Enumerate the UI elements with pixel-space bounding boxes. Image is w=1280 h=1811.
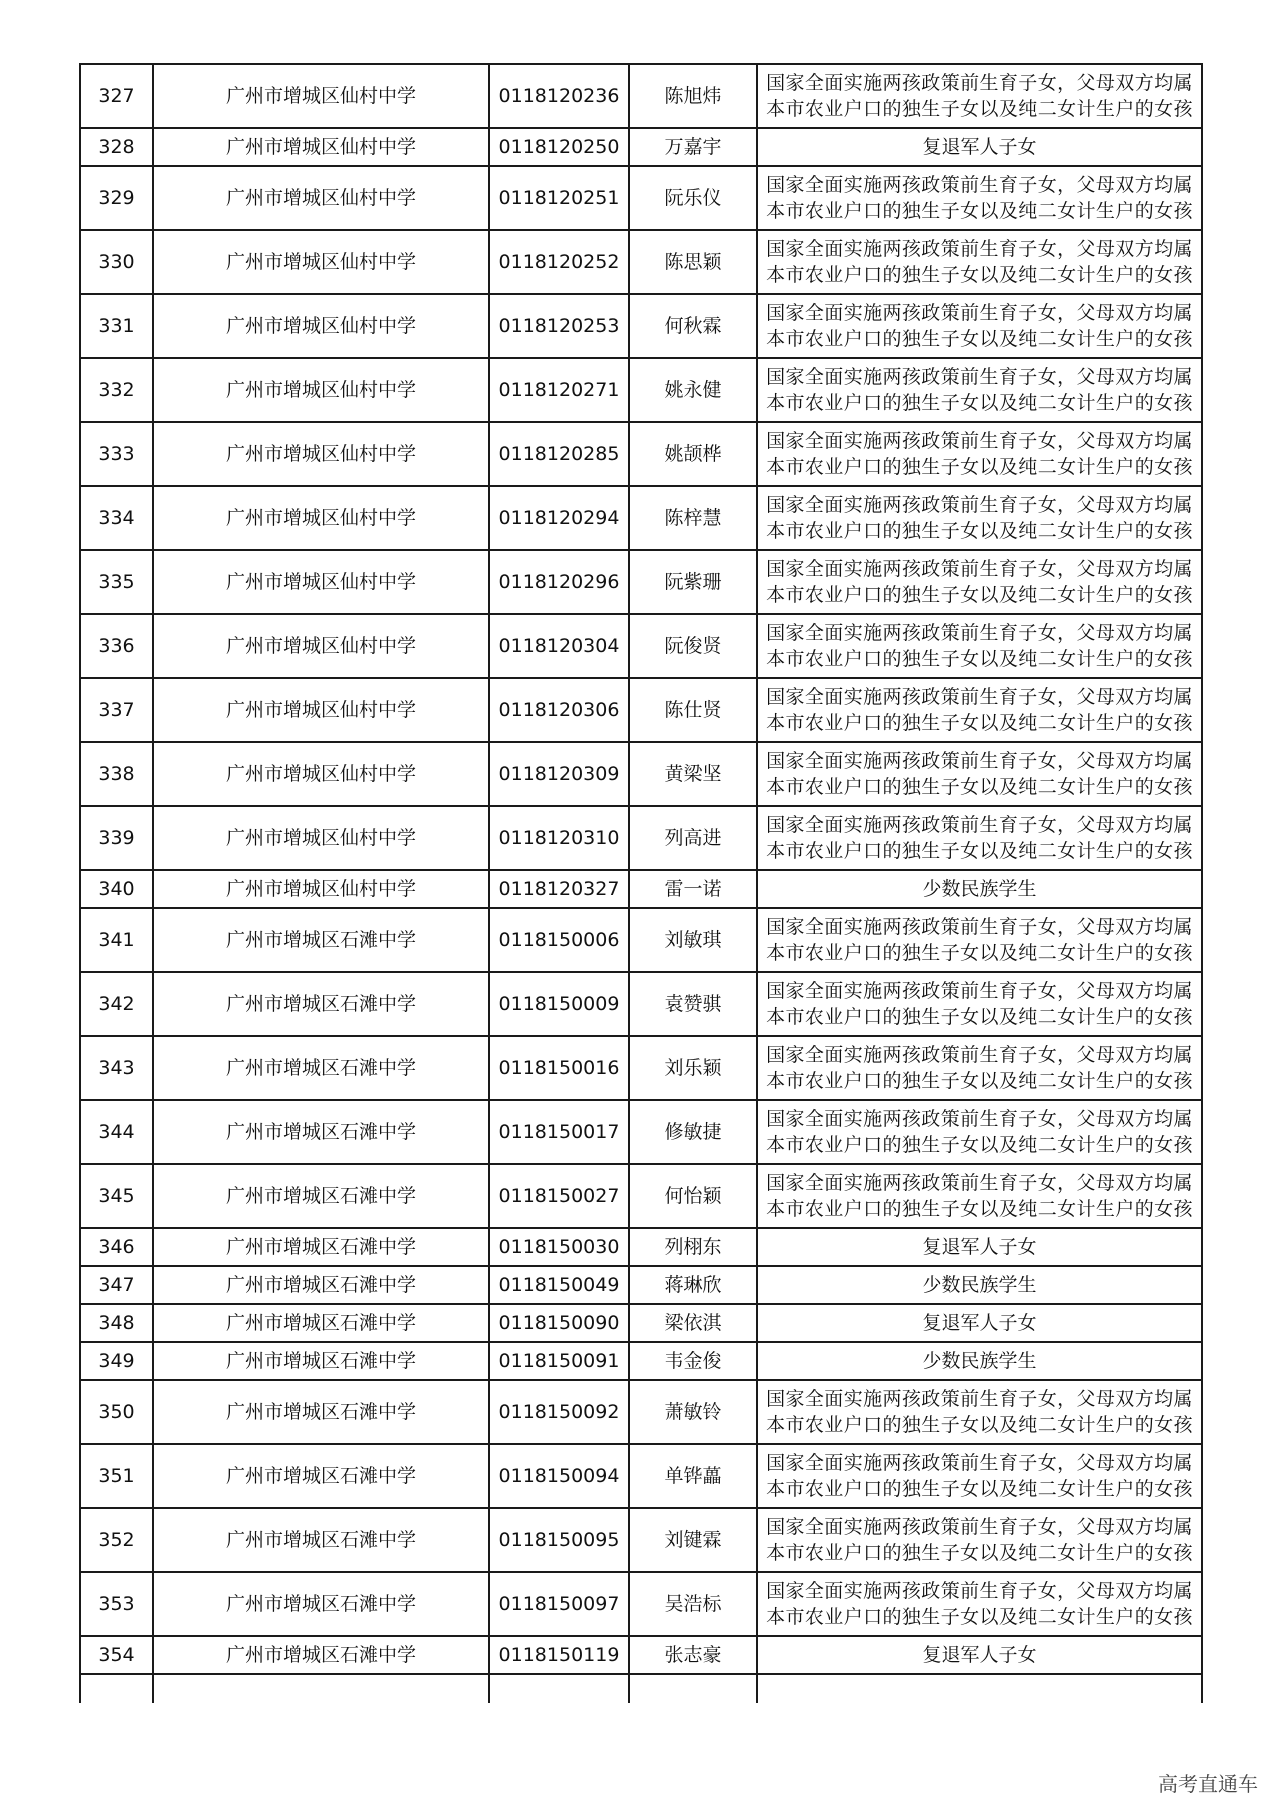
row-number-cell: 353 — [80, 1572, 153, 1636]
student-name-cell: 姚永健 — [629, 358, 757, 422]
row-number-cell: 342 — [80, 972, 153, 1036]
school-name-cell: 广州市增城区石滩中学 — [153, 1304, 489, 1342]
table-row — [80, 1572, 1202, 1636]
school-name-cell: 广州市增城区石滩中学 — [153, 972, 489, 1036]
student-id-cell: 0118120304 — [489, 614, 629, 678]
row-number-cell: 351 — [80, 1444, 153, 1508]
table-row — [80, 1342, 1202, 1380]
student-name-cell: 蒋琳欣 — [629, 1266, 757, 1304]
row-number-cell: 337 — [80, 678, 153, 742]
policy-category-cell: 国家全面实施两孩政策前生育子女，父母双方均属本市农业户口的独生子女以及纯二女计生户的女孩 — [757, 806, 1202, 870]
student-name-cell: 韦金俊 — [629, 1342, 757, 1380]
row-number-cell: 328 — [80, 128, 153, 166]
school-name-cell: 广州市增城区仙村中学 — [153, 870, 489, 908]
student-name-cell: 列高进 — [629, 806, 757, 870]
school-name-cell: 广州市增城区石滩中学 — [153, 1572, 489, 1636]
student-name-cell: 姚颉桦 — [629, 422, 757, 486]
row-number-cell: 335 — [80, 550, 153, 614]
policy-category-cell: 国家全面实施两孩政策前生育子女，父母双方均属本市农业户口的独生子女以及纯二女计生户的女孩 — [757, 486, 1202, 550]
student-name-cell: 陈梓慧 — [629, 486, 757, 550]
empty-cell — [757, 1674, 1202, 1703]
policy-category-cell: 国家全面实施两孩政策前生育子女，父母双方均属本市农业户口的独生子女以及纯二女计生户的女孩 — [757, 294, 1202, 358]
empty-cell — [153, 1674, 489, 1703]
row-number-cell: 334 — [80, 486, 153, 550]
row-number-cell: 349 — [80, 1342, 153, 1380]
row-number-cell: 336 — [80, 614, 153, 678]
student-name-cell: 刘乐颖 — [629, 1036, 757, 1100]
policy-category-cell: 国家全面实施两孩政策前生育子女，父母双方均属本市农业户口的独生子女以及纯二女计生户的女孩 — [757, 166, 1202, 230]
student-id-cell: 0118150016 — [489, 1036, 629, 1100]
policy-category-cell: 国家全面实施两孩政策前生育子女，父母双方均属本市农业户口的独生子女以及纯二女计生户的女孩 — [757, 422, 1202, 486]
school-name-cell: 广州市增城区仙村中学 — [153, 128, 489, 166]
student-id-cell: 0118120285 — [489, 422, 629, 486]
policy-category-cell: 复退军人子女 — [757, 1636, 1202, 1674]
table-row — [80, 422, 1202, 486]
policy-category-cell: 国家全面实施两孩政策前生育子女，父母双方均属本市农业户口的独生子女以及纯二女计生户的女孩 — [757, 742, 1202, 806]
student-id-cell: 0118150017 — [489, 1100, 629, 1164]
student-id-cell: 0118120251 — [489, 166, 629, 230]
policy-category-cell: 国家全面实施两孩政策前生育子女，父母双方均属本市农业户口的独生子女以及纯二女计生户的女孩 — [757, 64, 1202, 128]
student-name-cell: 刘键霖 — [629, 1508, 757, 1572]
student-name-cell: 阮紫珊 — [629, 550, 757, 614]
row-number-cell: 331 — [80, 294, 153, 358]
policy-category-cell: 国家全面实施两孩政策前生育子女，父母双方均属本市农业户口的独生子女以及纯二女计生户的女孩 — [757, 1508, 1202, 1572]
student-id-cell: 0118150027 — [489, 1164, 629, 1228]
school-name-cell: 广州市增城区石滩中学 — [153, 1508, 489, 1572]
table-row — [80, 908, 1202, 972]
table-row — [80, 1380, 1202, 1444]
table-row — [80, 1266, 1202, 1304]
table-row — [80, 166, 1202, 230]
policy-category-cell: 国家全面实施两孩政策前生育子女，父母双方均属本市农业户口的独生子女以及纯二女计生户的女孩 — [757, 908, 1202, 972]
student-id-cell: 0118120310 — [489, 806, 629, 870]
table-row — [80, 1036, 1202, 1100]
document-table-container — [79, 63, 1201, 1703]
policy-category-cell: 国家全面实施两孩政策前生育子女，父母双方均属本市农业户口的独生子女以及纯二女计生户的女孩 — [757, 1100, 1202, 1164]
school-name-cell: 广州市增城区石滩中学 — [153, 1636, 489, 1674]
school-name-cell: 广州市增城区仙村中学 — [153, 230, 489, 294]
student-id-cell: 0118120327 — [489, 870, 629, 908]
table-row — [80, 1304, 1202, 1342]
row-number-cell: 329 — [80, 166, 153, 230]
row-number-cell: 348 — [80, 1304, 153, 1342]
row-number-cell: 330 — [80, 230, 153, 294]
table-row — [80, 1228, 1202, 1266]
school-name-cell: 广州市增城区仙村中学 — [153, 422, 489, 486]
row-number-cell: 350 — [80, 1380, 153, 1444]
school-name-cell: 广州市增城区仙村中学 — [153, 358, 489, 422]
table-row — [80, 972, 1202, 1036]
school-name-cell: 广州市增城区仙村中学 — [153, 806, 489, 870]
student-id-cell: 0118120294 — [489, 486, 629, 550]
student-id-cell: 0118150119 — [489, 1636, 629, 1674]
table-row — [80, 614, 1202, 678]
empty-cell — [80, 1674, 153, 1703]
student-name-cell: 修敏捷 — [629, 1100, 757, 1164]
student-name-cell: 萧敏铃 — [629, 1380, 757, 1444]
student-id-cell: 0118150049 — [489, 1266, 629, 1304]
table-row — [80, 678, 1202, 742]
student-name-cell: 何怡颖 — [629, 1164, 757, 1228]
student-id-cell: 0118120252 — [489, 230, 629, 294]
table-row — [80, 1508, 1202, 1572]
school-name-cell: 广州市增城区仙村中学 — [153, 550, 489, 614]
student-name-cell: 梁依淇 — [629, 1304, 757, 1342]
student-id-cell: 0118120253 — [489, 294, 629, 358]
table-row — [80, 1444, 1202, 1508]
school-name-cell: 广州市增城区石滩中学 — [153, 908, 489, 972]
policy-category-cell: 复退军人子女 — [757, 1304, 1202, 1342]
student-name-cell: 陈仕贤 — [629, 678, 757, 742]
policy-category-cell: 国家全面实施两孩政策前生育子女，父母双方均属本市农业户口的独生子女以及纯二女计生户的女孩 — [757, 678, 1202, 742]
policy-category-cell: 国家全面实施两孩政策前生育子女，父母双方均属本市农业户口的独生子女以及纯二女计生户的女孩 — [757, 1444, 1202, 1508]
table-row — [80, 128, 1202, 166]
watermark-text: 高考直通车 — [1158, 1772, 1258, 1796]
student-name-cell: 张志豪 — [629, 1636, 757, 1674]
policy-category-cell: 复退军人子女 — [757, 1228, 1202, 1266]
student-name-cell: 雷一诺 — [629, 870, 757, 908]
table-row-continuation — [80, 1674, 1202, 1703]
student-id-cell: 0118120306 — [489, 678, 629, 742]
policy-category-cell: 少数民族学生 — [757, 1342, 1202, 1380]
school-name-cell: 广州市增城区仙村中学 — [153, 294, 489, 358]
student-id-cell: 0118150030 — [489, 1228, 629, 1266]
student-id-cell: 0118150092 — [489, 1380, 629, 1444]
student-name-cell: 单铧藟 — [629, 1444, 757, 1508]
row-number-cell: 344 — [80, 1100, 153, 1164]
policy-category-cell: 国家全面实施两孩政策前生育子女，父母双方均属本市农业户口的独生子女以及纯二女计生户的女孩 — [757, 550, 1202, 614]
student-id-cell: 0118150009 — [489, 972, 629, 1036]
school-name-cell: 广州市增城区石滩中学 — [153, 1036, 489, 1100]
school-name-cell: 广州市增城区石滩中学 — [153, 1100, 489, 1164]
student-name-cell: 陈旭炜 — [629, 64, 757, 128]
table-row — [80, 742, 1202, 806]
student-id-cell: 0118120296 — [489, 550, 629, 614]
table-row — [80, 870, 1202, 908]
row-number-cell: 333 — [80, 422, 153, 486]
table-body — [80, 64, 1202, 1703]
student-id-cell: 0118150097 — [489, 1572, 629, 1636]
admission-list-table — [79, 63, 1203, 1703]
policy-category-cell: 复退军人子女 — [757, 128, 1202, 166]
empty-cell — [489, 1674, 629, 1703]
row-number-cell: 346 — [80, 1228, 153, 1266]
student-name-cell: 万嘉宇 — [629, 128, 757, 166]
student-name-cell: 袁赞骐 — [629, 972, 757, 1036]
school-name-cell: 广州市增城区仙村中学 — [153, 614, 489, 678]
table-row — [80, 486, 1202, 550]
student-id-cell: 0118150094 — [489, 1444, 629, 1508]
table-row — [80, 358, 1202, 422]
policy-category-cell: 国家全面实施两孩政策前生育子女，父母双方均属本市农业户口的独生子女以及纯二女计生户的女孩 — [757, 972, 1202, 1036]
policy-category-cell: 国家全面实施两孩政策前生育子女，父母双方均属本市农业户口的独生子女以及纯二女计生户的女孩 — [757, 614, 1202, 678]
school-name-cell: 广州市增城区石滩中学 — [153, 1164, 489, 1228]
student-name-cell: 刘敏琪 — [629, 908, 757, 972]
policy-category-cell: 国家全面实施两孩政策前生育子女，父母双方均属本市农业户口的独生子女以及纯二女计生户的女孩 — [757, 1164, 1202, 1228]
policy-category-cell: 少数民族学生 — [757, 1266, 1202, 1304]
row-number-cell: 354 — [80, 1636, 153, 1674]
table-row — [80, 230, 1202, 294]
school-name-cell: 广州市增城区仙村中学 — [153, 64, 489, 128]
row-number-cell: 338 — [80, 742, 153, 806]
school-name-cell: 广州市增城区石滩中学 — [153, 1228, 489, 1266]
student-name-cell: 何秋霖 — [629, 294, 757, 358]
student-id-cell: 0118150006 — [489, 908, 629, 972]
student-name-cell: 阮俊贤 — [629, 614, 757, 678]
table-row — [80, 294, 1202, 358]
row-number-cell: 340 — [80, 870, 153, 908]
row-number-cell: 343 — [80, 1036, 153, 1100]
row-number-cell: 327 — [80, 64, 153, 128]
school-name-cell: 广州市增城区石滩中学 — [153, 1444, 489, 1508]
policy-category-cell: 国家全面实施两孩政策前生育子女，父母双方均属本市农业户口的独生子女以及纯二女计生户的女孩 — [757, 1572, 1202, 1636]
student-id-cell: 0118120250 — [489, 128, 629, 166]
school-name-cell: 广州市增城区石滩中学 — [153, 1342, 489, 1380]
student-name-cell: 黄梁坚 — [629, 742, 757, 806]
student-id-cell: 0118120236 — [489, 64, 629, 128]
policy-category-cell: 国家全面实施两孩政策前生育子女，父母双方均属本市农业户口的独生子女以及纯二女计生户的女孩 — [757, 1036, 1202, 1100]
school-name-cell: 广州市增城区仙村中学 — [153, 166, 489, 230]
student-name-cell: 吴浩标 — [629, 1572, 757, 1636]
table-row — [80, 1164, 1202, 1228]
empty-cell — [629, 1674, 757, 1703]
student-id-cell: 0118150090 — [489, 1304, 629, 1342]
row-number-cell: 339 — [80, 806, 153, 870]
table-row — [80, 806, 1202, 870]
row-number-cell: 345 — [80, 1164, 153, 1228]
table-row — [80, 1636, 1202, 1674]
policy-category-cell: 少数民族学生 — [757, 870, 1202, 908]
row-number-cell: 352 — [80, 1508, 153, 1572]
student-name-cell: 列栩东 — [629, 1228, 757, 1266]
table-row — [80, 1100, 1202, 1164]
school-name-cell: 广州市增城区仙村中学 — [153, 678, 489, 742]
school-name-cell: 广州市增城区仙村中学 — [153, 486, 489, 550]
student-id-cell: 0118120271 — [489, 358, 629, 422]
row-number-cell: 347 — [80, 1266, 153, 1304]
school-name-cell: 广州市增城区石滩中学 — [153, 1380, 489, 1444]
student-id-cell: 0118150095 — [489, 1508, 629, 1572]
student-id-cell: 0118120309 — [489, 742, 629, 806]
student-name-cell: 阮乐仪 — [629, 166, 757, 230]
student-id-cell: 0118150091 — [489, 1342, 629, 1380]
student-name-cell: 陈思颖 — [629, 230, 757, 294]
table-row — [80, 64, 1202, 128]
policy-category-cell: 国家全面实施两孩政策前生育子女，父母双方均属本市农业户口的独生子女以及纯二女计生户的女孩 — [757, 230, 1202, 294]
row-number-cell: 332 — [80, 358, 153, 422]
table-row — [80, 550, 1202, 614]
policy-category-cell: 国家全面实施两孩政策前生育子女，父母双方均属本市农业户口的独生子女以及纯二女计生户的女孩 — [757, 1380, 1202, 1444]
school-name-cell: 广州市增城区仙村中学 — [153, 742, 489, 806]
policy-category-cell: 国家全面实施两孩政策前生育子女，父母双方均属本市农业户口的独生子女以及纯二女计生户的女孩 — [757, 358, 1202, 422]
school-name-cell: 广州市增城区石滩中学 — [153, 1266, 489, 1304]
row-number-cell: 341 — [80, 908, 153, 972]
